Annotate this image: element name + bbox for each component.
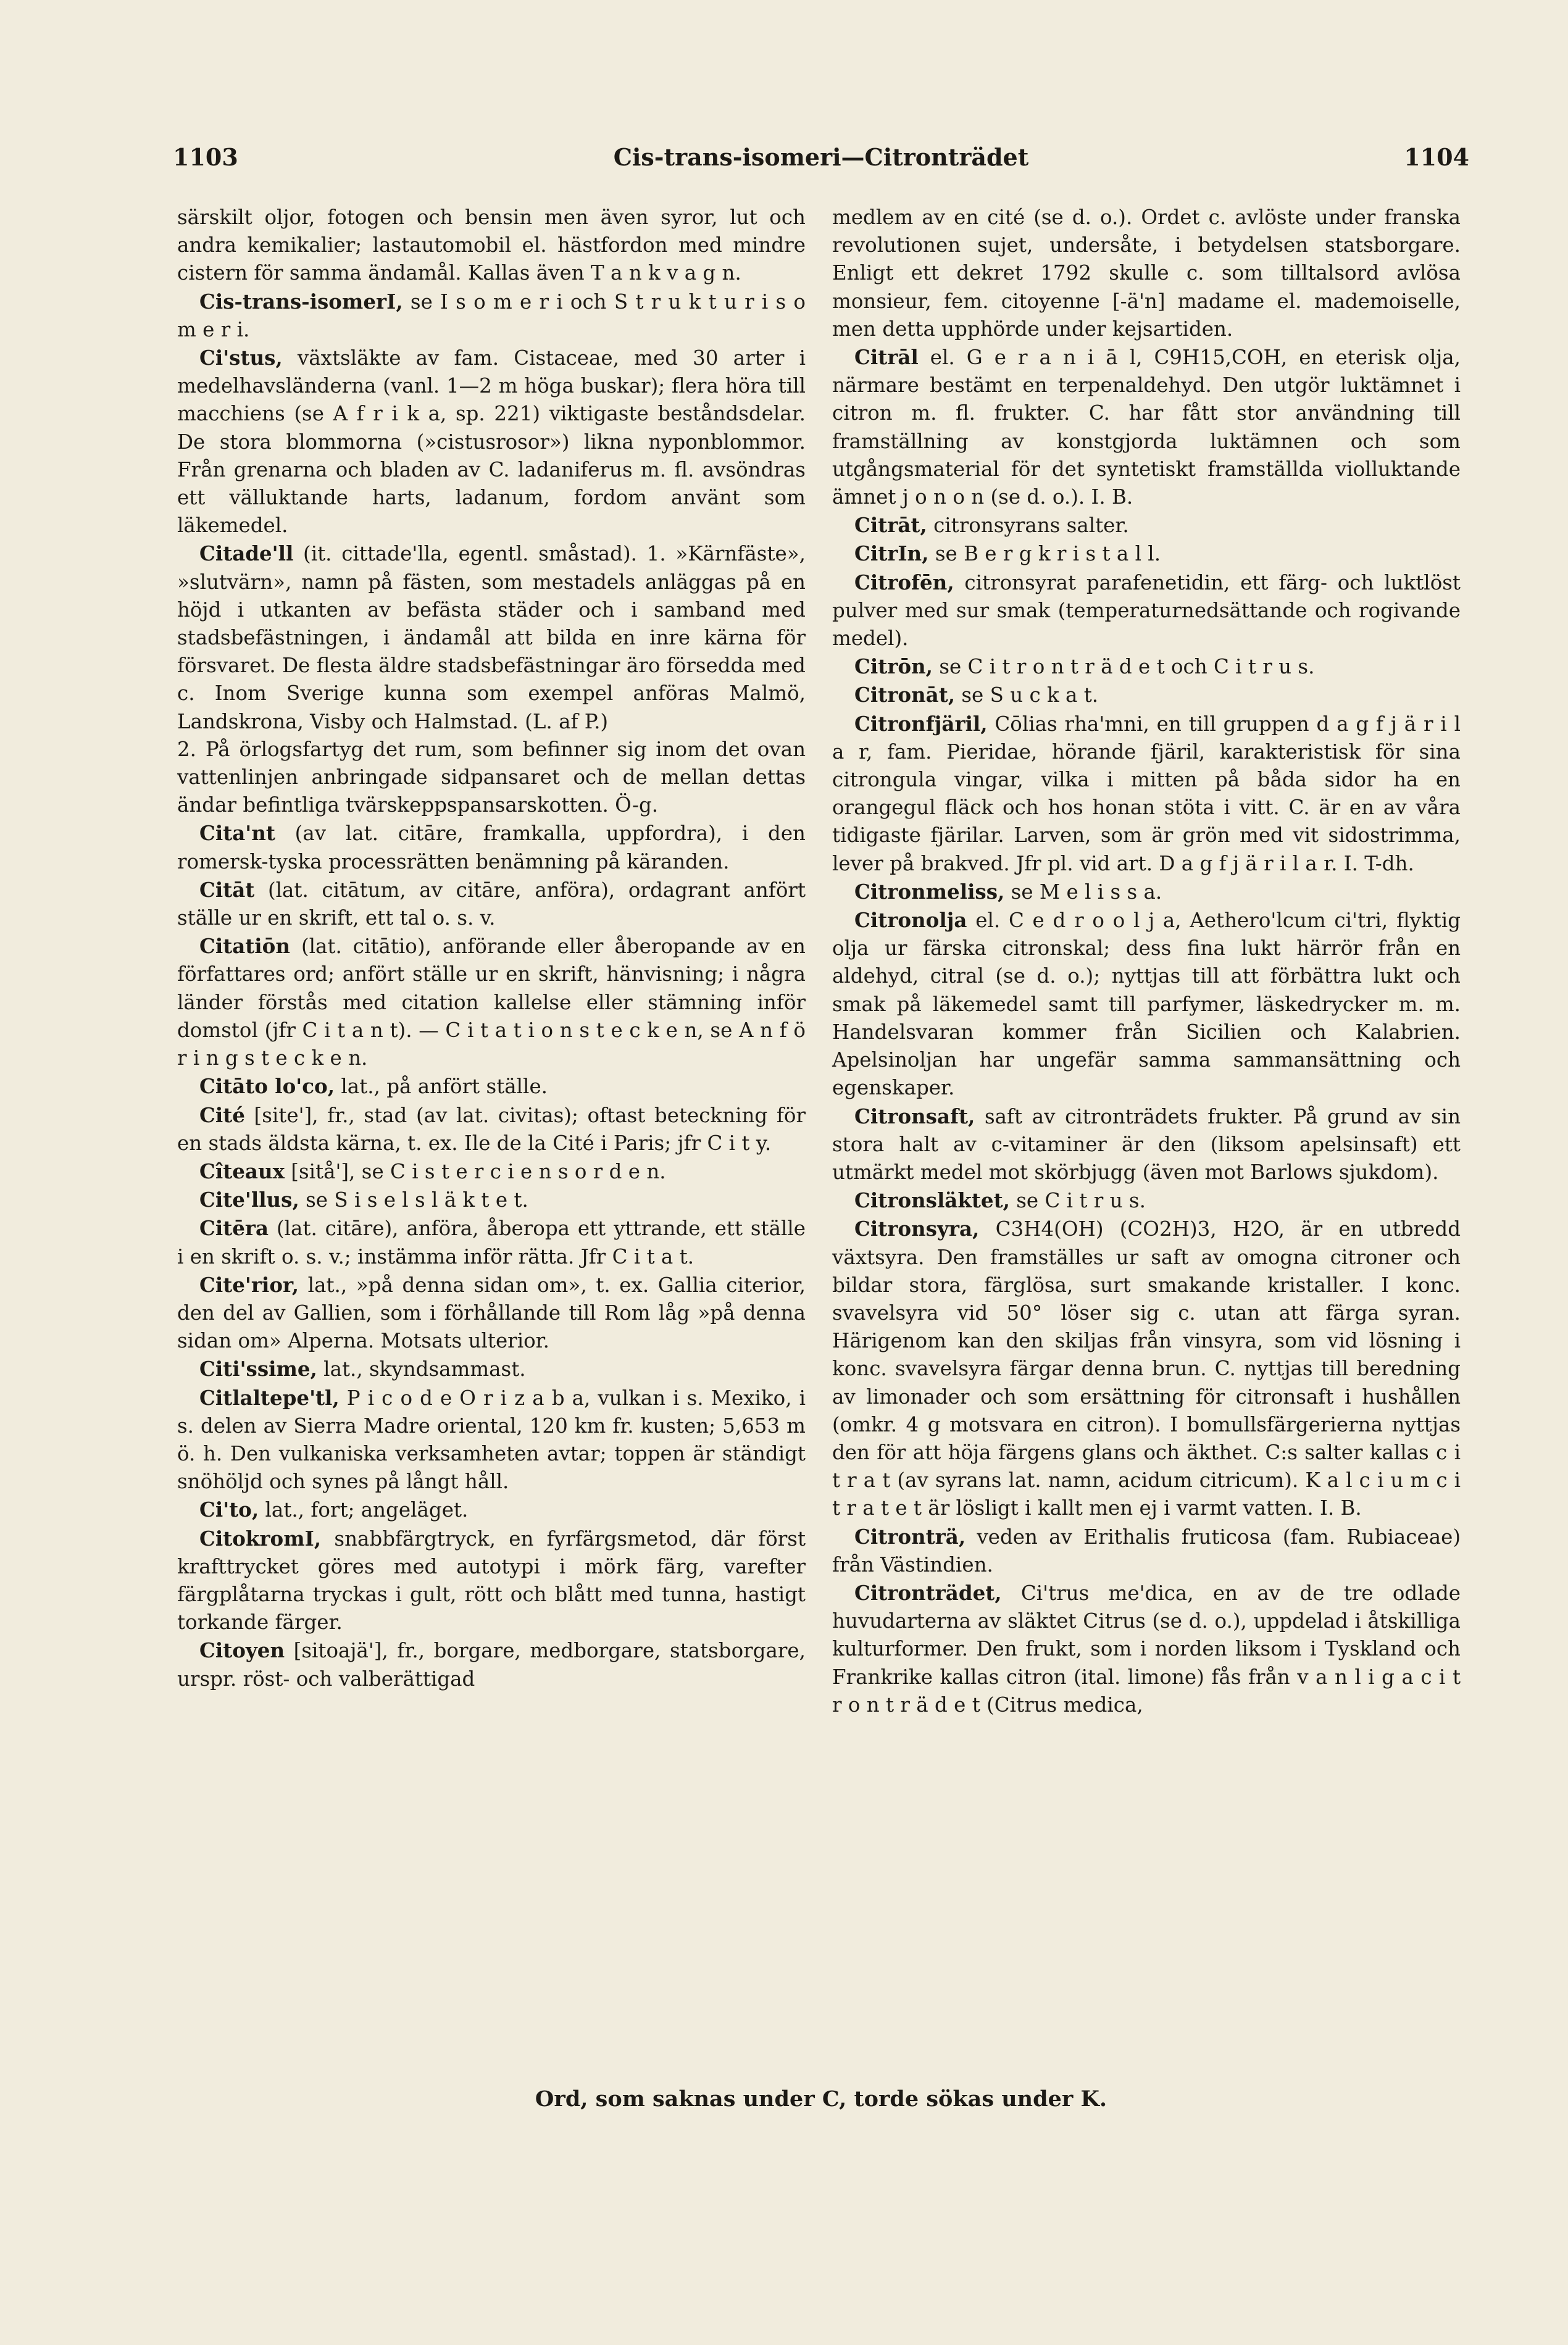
dictionary-entry — [177, 1214, 806, 1270]
dictionary-entry — [832, 511, 1461, 539]
page-number-left: 1103 — [173, 143, 238, 171]
entry-headword: Citronfjäril, — [854, 711, 988, 736]
entry-text: se S i s e l s l ä k t e t. — [299, 1188, 528, 1212]
entry-text: (lat. citāre), anföra, åberopa ett yttrande, ett ställe i en skrift o. s. v.; instämma inför rätta. Jfr C i t a t. — [177, 1217, 806, 1268]
entry-text: Ci'trus me'dica, en av de tre odlade huvudarterna av släktet Citrus (se d. o.), uppdelad i åtskilliga kulturformer. Den frukt, som i norden liksom i Tyskland och Frankrike kallas citron (ital. limone) fås från v a n l i g a c i t r o n t r ä d e t (Citrus medica, — [832, 1581, 1461, 1717]
dictionary-entry — [832, 1579, 1461, 1719]
entry-text: el. G e r a n i ā l, C9H15,COH, en eterisk olja, närmare bestämt en terpenaldehyd. Den utgör luktämnet i citron m. fl. frukter. C. har fått stor användning till framställning av konstgjorda luktämnen och som utgångsmaterial för det syntetiskt framställda violluktande ämnet j o n o n (se d. o.). I. B. — [832, 346, 1461, 509]
left-column — [177, 204, 806, 1693]
entry-headword: Citāto lo'co, — [199, 1074, 335, 1099]
entry-headword: Citronmeliss, — [854, 879, 1005, 904]
entry-text: lat., på anfört ställe. — [335, 1075, 548, 1099]
entry-text: lat., skyndsammast. — [317, 1357, 526, 1381]
entry-text: (av lat. citāre, framkalla, uppfordra), i den romersk-tyska processrätten benämning på käranden. — [177, 822, 806, 873]
entry-headword: Citade'll — [199, 541, 294, 566]
entry-text: citronsyrat parafenetidin, ett färg- och luktlöst pulver med sur smak (temperaturnedsättande och rogivande medel). — [832, 570, 1461, 651]
dictionary-entry — [177, 344, 806, 539]
entry-headword: Citāt — [199, 877, 255, 902]
dictionary-entry — [832, 204, 1461, 343]
entry-headword: Citrōn, — [854, 654, 933, 679]
entry-headword: Citronsyra, — [854, 1217, 980, 1241]
entry-text: lat., fort; angeläget. — [259, 1498, 469, 1522]
entry-text: se I s o m e r i och S t r u k t u r i s o m e r i. — [177, 289, 806, 341]
entry-text: lat., »på denna sidan om», t. ex. Gallia citerior, den del av Gallien, som i förhållande till Rom låg »på denna sidan om» Alperna. Motsats ulterior. — [177, 1273, 806, 1353]
entry-headword: Citlaltepe'tl, — [199, 1385, 340, 1410]
dictionary-entry — [832, 681, 1461, 709]
dictionary-entry — [177, 1636, 806, 1693]
entry-text: C3H4(OH) (CO2H)3, H2O, är en utbredd växtsyra. Den framställes ur saft av omogna citroner och bildar stora, färglösa, surt smakande kristaller. I konc. svavelsyra vid 50° löser sig c. utan att färga syran. Härigenom kan den skiljas från vinsyra, som vid lösning i konc. svavelsyra färgar denna brun. C. nyttjas till beredning av limonader och som ersättning för citronsaft i hushållen (omkr. 4 g motsvara en citron). I bomullsfärgerierna nyttjas den för att höja färgens glans och äkthet. C:s salter kallas c i t r a t (av syrans lat. namn, acidum citricum). K a l c i u m c i t r a t e t är lösligt i kallt men ej i varmt vatten. I. B. — [832, 1217, 1461, 1520]
dictionary-entry — [177, 1355, 806, 1383]
entry-headword: Citrofēn, — [854, 570, 954, 594]
dictionary-entry — [177, 539, 806, 735]
entry-headword: Citronträ, — [854, 1524, 966, 1549]
page-header — [167, 137, 1475, 180]
entry-headword: Citrāl — [854, 345, 919, 370]
dictionary-entry — [177, 1186, 806, 1214]
dictionary-entry — [832, 539, 1461, 568]
entry-text: se M e l i s s a. — [1004, 880, 1162, 904]
dictionary-entry — [832, 652, 1461, 681]
entry-text: el. C e d r o o l j a, Aethero'lcum ci'tri, flyktig olja ur färska citronskal; dess fina lukt härrör från en aldehyd, citral (se d. o.); nyttjas till att förbättra lukt och smak på läkemedel samt till parfymer, läskedrycker m. m. Handelsvaran kommer från Sicilien och Kalabrien. Apelsinoljan har ungefär samma sammansättning och egenskaper. — [832, 909, 1461, 1100]
entry-text: [site'], fr., stad (av lat. civitas); oftast beteckning för en stads äldsta kärna, t. ex. Ile de la Cité i Paris; jfr C i t y. — [177, 1103, 806, 1155]
dictionary-entry — [177, 1525, 806, 1637]
entry-headword: Ci'to, — [199, 1497, 259, 1522]
dictionary-entry — [177, 1496, 806, 1524]
entry-text: se S u c k a t. — [955, 683, 1099, 707]
dictionary-entry — [177, 1157, 806, 1186]
entry-headword: Cîteaux — [199, 1159, 285, 1183]
entry-headword: Citi'ssime, — [199, 1357, 317, 1381]
dictionary-entry — [832, 569, 1461, 653]
dictionary-entry — [177, 736, 806, 820]
entry-text: P i c o d e O r i z a b a, vulkan i s. Mexiko, i s. delen av Sierra Madre oriental, 120 km fr. kusten; 5,653 m ö. h. Den vulkaniska verksamheten avtar; toppen är ständigt snöhöljd och synes på långt håll. — [177, 1386, 806, 1494]
running-title: Cis-trans-isomeri—Citronträdet — [613, 143, 1029, 171]
dictionary-entry — [832, 1215, 1461, 1522]
entry-headword: Cis-trans-isomerI, — [199, 289, 403, 314]
entry-headword: Citronträdet, — [854, 1580, 1002, 1605]
entry-headword: Citronsläktet, — [854, 1188, 1010, 1213]
dictionary-entry — [177, 819, 806, 875]
entry-text: se C i t r o n t r ä d e t och C i t r u s. — [932, 655, 1315, 679]
entry-headword: Citrāt, — [854, 513, 927, 538]
entry-text: Cōlias rha'mni, en till gruppen d a g f j ä r i l a r, fam. Pieridae, hörande fjäril, karakteristisk för sina citrongula vingar, vilka i mitten på båda sidor ha en orangegul fläck och hos honan stöta i vitt. C. är en av våra tidigaste fjärilar. Larven, som är grön med vit sidostrimma, lever på brakved. Jfr pl. vid art. D a g f j ä r i l a r. I. T-dh. — [832, 712, 1461, 875]
entry-headword: Cité — [199, 1102, 245, 1127]
entry-headword: Citatiōn — [199, 934, 290, 959]
entry-headword: Citēra — [199, 1216, 269, 1241]
dictionary-entry — [832, 1102, 1461, 1187]
entry-headword: Ci'stus, — [199, 346, 283, 370]
entry-text: saft av citronträdets frukter. På grund av sin stora halt av c-vitaminer är den (liksom apelsinsaft) ett utmärkt medel mot skörbjugg (även mot Barlows sjukdom). — [832, 1104, 1461, 1184]
page-number-right: 1104 — [1404, 143, 1469, 171]
dictionary-entry — [177, 288, 806, 344]
dictionary-entry — [832, 906, 1461, 1102]
entry-text: [sitå'], se C i s t e r c i e n s o r d e n. — [284, 1159, 666, 1183]
footer-note: Ord, som saknas under C, torde sökas under K. — [535, 2086, 1107, 2112]
dictionary-entry — [177, 1384, 806, 1496]
entry-text: växtsläkte av fam. Cistaceae, med 30 arter i medelhavsländerna (vanl. 1—2 m höga buskar); flera höra till macchiens (se A f r i k a, sp. 221) viktigaste beståndsdelar. De stora blommorna (»cistusrosor») likna nyponblommor. Från grenarna och bladen av C. ladaniferus m. fl. avsöndras ett välluktande harts, ladanum, fordom använt som läkemedel. — [177, 346, 806, 538]
dictionary-entry — [832, 1523, 1461, 1579]
dictionary-entry — [832, 1186, 1461, 1215]
dictionary-entry — [177, 204, 806, 288]
entry-headword: Citronsaft, — [854, 1104, 975, 1128]
entry-text: veden av Erithalis fruticosa (fam. Rubiaceae) från Västindien. — [832, 1525, 1461, 1577]
entry-text: snabbfärgtryck, en fyrfärgsmetod, där först krafttrycket göres med autotypi i mörk färg, varefter färgplåtarna tryckas i gult, rött och blått med tunna, hastigt torkande färger. — [177, 1527, 806, 1635]
dictionary-entry — [177, 1271, 806, 1356]
dictionary-entry — [177, 1101, 806, 1157]
dictionary-entry — [177, 876, 806, 932]
dictionary-entry — [177, 932, 806, 1072]
dictionary-entry — [832, 878, 1461, 906]
entry-text: [sitoajä'], fr., borgare, medborgare, statsborgare, urspr. röst- och valberättigad — [177, 1639, 806, 1691]
entry-text: (lat. citātum, av citāre, anföra), ordagrant anfört ställe ur en skrift, ett tal o. s. v. — [177, 878, 806, 930]
entry-headword: Cita'nt — [199, 821, 275, 846]
entry-text: medlem av en cité (se d. o.). Ordet c. avlöste under franska revolutionen sujet, undersåte, i betydelsen statsborgare. Enligt ett dekret 1792 skulle c. som tilltalsord avlösa monsieur, fem. citoyenne [-ä'n] madame el. mademoiselle, men detta upphörde under kejsartiden. — [832, 206, 1461, 341]
entry-headword: Citronolja — [854, 908, 967, 933]
entry-text: 2. På örlogsfartyg det rum, som befinner sig inom det ovan vattenlinjen anbringade sidpansaret och de mellan dettas ändar befintliga tvärskeppspansarskotten. Ö-g. — [177, 737, 806, 817]
right-column — [832, 204, 1461, 1719]
entry-headword: CitokromI, — [199, 1526, 322, 1551]
dictionary-entry — [832, 710, 1461, 878]
entry-headword: Citronāt, — [854, 683, 956, 707]
entry-text: se B e r g k r i s t a l l. — [928, 542, 1161, 566]
entry-text: se C i t r u s. — [1009, 1189, 1146, 1213]
dictionary-entry — [177, 1072, 806, 1101]
entry-headword: Cite'rior, — [199, 1272, 299, 1297]
entry-text: (it. cittade'lla, egentl. småstad). 1. »Kärnfäste», »slutvärn», namn på fästen, som mestadels anläggas på en höjd i utkanten av befästa städer och i samband med stadsbefästningen, i ändamål att bilda en inre kärna för försvaret. De flesta äldre stadsbefästningar äro försedda med c. Inom Sverige kunna som exempel anföras Malmö, Landskrona, Visby och Halmstad. (L. af P.) — [177, 542, 806, 733]
dictionary-entry — [832, 343, 1461, 511]
entry-headword: CitrIn, — [854, 541, 929, 566]
entry-text: citronsyrans salter. — [927, 514, 1129, 538]
entry-headword: Citoyen — [199, 1638, 285, 1663]
entry-headword: Cite'llus, — [199, 1188, 299, 1212]
entry-text: särskilt oljor, fotogen och bensin men även syror, lut och andra kemikalier; lastautomobil el. hästfordon med mindre cistern för samma ändamål. Kallas även T a n k v a g n. — [177, 206, 806, 285]
entry-text: (lat. citātio), anförande eller åberopande av en författares ord; anfört ställe ur en skrift, hänvisning; i några länder förstås med citation kallelse eller stämning inför domstol (jfr C i t a n t). — C i t a t i o n s t e c k e n, se A n f ö r i n g s t e c k e n. — [177, 935, 806, 1070]
